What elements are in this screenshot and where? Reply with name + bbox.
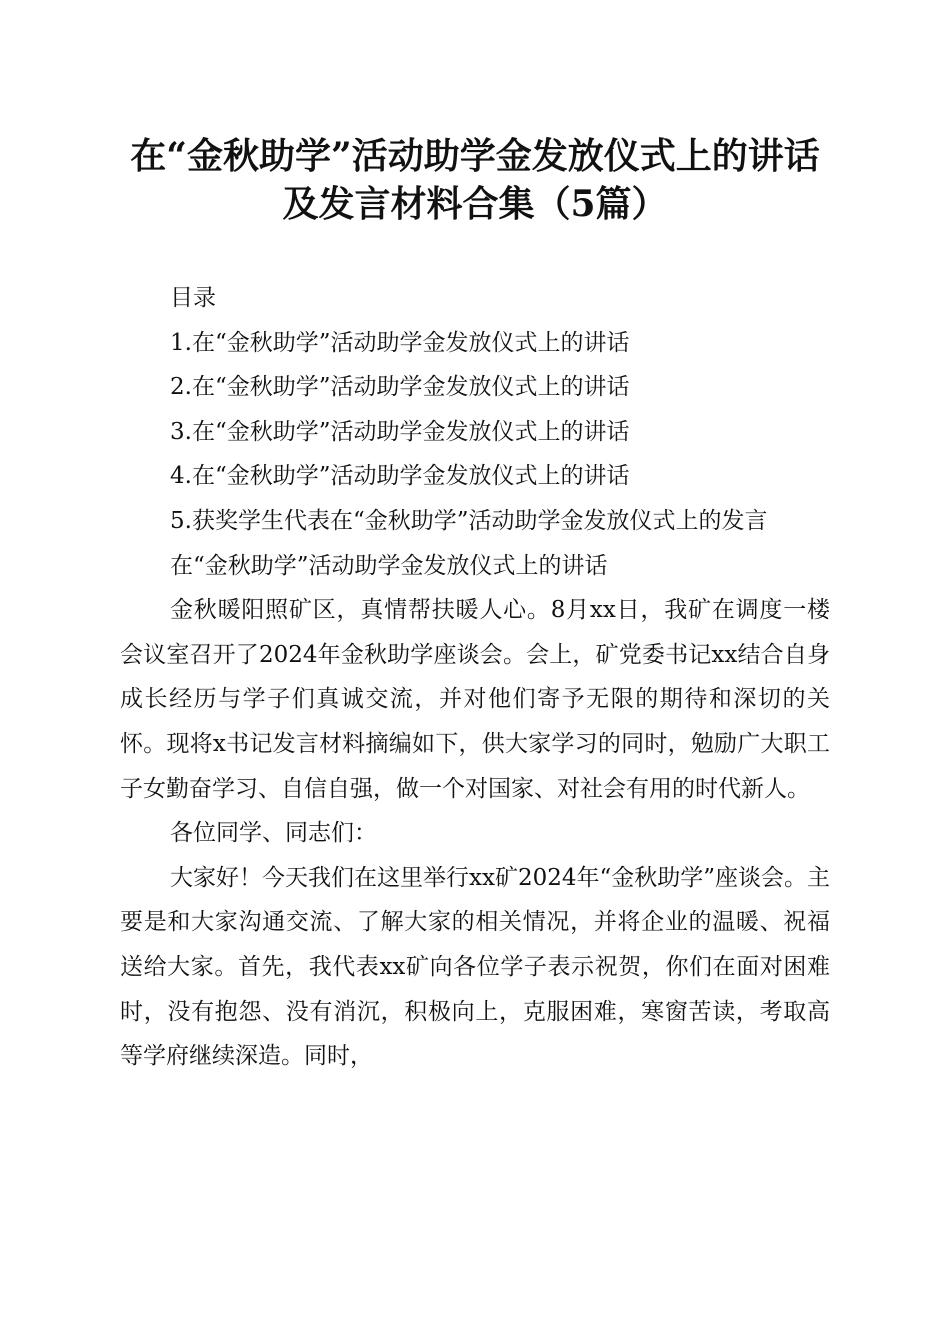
paragraph-salutation: 各位同学、同志们： <box>170 820 377 847</box>
document-title <box>110 132 840 228</box>
document-title-line-2: 及发言材料合集（5篇） <box>282 183 668 225</box>
document-body <box>120 276 830 1079</box>
toc-item-5: 5.获奖学生代表在“金秋助学”活动助学金发放仪式上的发言 <box>170 507 768 534</box>
document-title-line-1: 在“金秋助学”活动助学金发放仪式上的讲话 <box>130 135 820 177</box>
toc-item-1: 1.在“金秋助学”活动助学金发放仪式上的讲话 <box>170 329 630 356</box>
toc-item-3: 3.在“金秋助学”活动助学金发放仪式上的讲话 <box>170 418 630 445</box>
section-heading: 在“金秋助学”活动助学金发放仪式上的讲话 <box>170 552 608 579</box>
paragraph-greeting: 大家好！今天我们在这里举行xx矿2024年“金秋助学”座谈会。主要是和大家沟通交流、了解大家的相关情况，并将企业的温暖、祝福送给大家。首先，我代表xx矿向各位学子表示祝贺，你们在面对困难时，没有抱怨、没有消沉，积极向上，克服困难，寒窗苦读，考取高等学府继续深造。同时， <box>120 864 830 1070</box>
paragraph-intro: 金秋暖阳照矿区，真情帮扶暖人心。8月xx日，我矿在调度一楼会议室召开了2024年金秋助学座谈会。会上，矿党委书记xx结合自身成长经历与学子们真诚交流，并对他们寄予无限的期待和深切的关怀。现将x书记发言材料摘编如下，供大家学习的同时，勉励广大职工子女勤奋学习、自信自强，做一个对国家、对社会有用的时代新人。 <box>120 597 830 802</box>
toc-heading: 目录 <box>170 285 216 311</box>
toc-item-2: 2.在“金秋助学”活动助学金发放仪式上的讲话 <box>170 374 630 401</box>
toc-item-4: 4.在“金秋助学”活动助学金发放仪式上的讲话 <box>170 463 630 490</box>
